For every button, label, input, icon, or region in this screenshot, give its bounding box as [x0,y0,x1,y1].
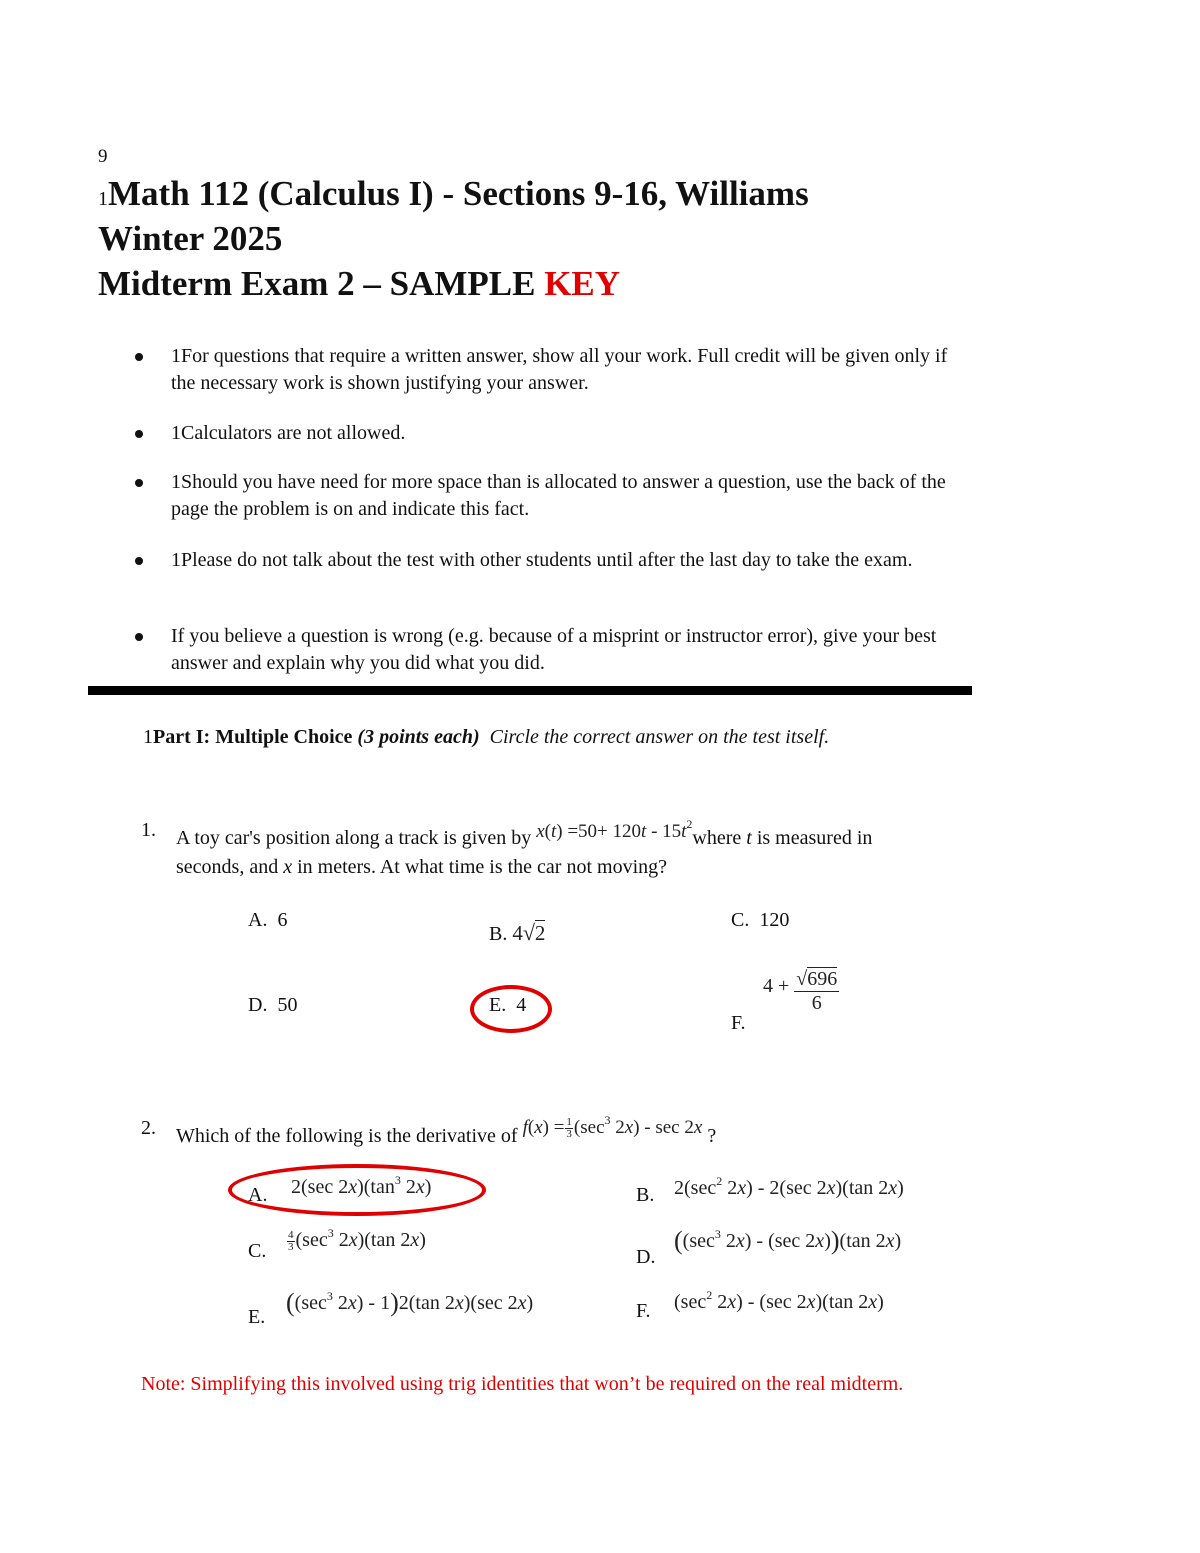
q2-formula: f(x) = $\frac{1}{3}$ ($\sec^3$ 2x) - sec 2x [522,1113,703,1141]
part-title: Part I: Multiple Choice [153,726,358,748]
part-directions: Circle the correct answer on the test itself. [489,726,830,748]
question-number: 2. [141,1117,156,1139]
option-label: A. [248,909,268,931]
instruction-item: 1Please do not talk about the test with other students until after the last day to take the exam. [171,549,913,571]
term-title: Winter 2025 [98,219,283,258]
answer-circle [228,1164,486,1216]
option-value: 4√2 [512,920,546,945]
page-number: 9 [98,146,108,167]
q1-line2a: seconds, and [176,856,284,878]
q2-option-b-value: $2(\sec^2$ 2x) - 2(sec 2x)(tan 2x) [674,1174,904,1199]
q2-option-c-value: $\frac{4}{3}$ ($\sec^3$ 2x)(tan 2x) [288,1226,426,1253]
q2-option-d-label[interactable]: D. [636,1246,656,1268]
option-label: D. [248,994,268,1016]
option-value: 120 [759,909,790,931]
q1-option-f[interactable] [731,1012,746,1035]
instruction-item: 1For questions that require a written answer, show all your work. Full credit will be given only if the necessary work is shown justifying your answer. [171,345,948,394]
q1-option-b[interactable] [489,920,545,946]
bullet-icon [135,430,143,438]
bullet-icon [135,353,143,361]
question-number: 1. [141,819,156,841]
instruction-item: 1Should you have need for more space than is allocated to answer a question, use the back of the page the problem is on and indicate this fact. [171,471,946,520]
q1-formula: $x(t) =50+ 120t - 15t^2$ [536,817,693,842]
exam-title [98,266,620,301]
q1-option-a[interactable] [248,909,287,932]
q2-option-e-label[interactable]: E. [248,1306,266,1328]
key-label: KEY [544,264,621,303]
question-text [176,1115,716,1151]
q2-option-c-label[interactable]: C. [248,1240,267,1262]
part-points: (3 points each) [357,726,480,748]
bullet-icon [135,633,143,641]
key-note: Note: Simplifying this involved using trig identities that won’t be required on the real midterm. [141,1373,904,1395]
option-label: B. [489,923,508,945]
var-x: x [283,856,293,878]
var-t: t [746,827,752,849]
course-title [98,176,809,211]
q2-text: Which of the following is the derivative of [176,1125,518,1147]
option-value: 50 [277,994,298,1016]
q1-option-c[interactable] [731,909,789,932]
part-prefix: 1 [143,726,153,748]
q1-option-d[interactable] [248,994,297,1017]
q2-option-f-label[interactable]: F. [636,1300,651,1322]
option-label: C. [731,909,750,931]
q2-option-e-value: (($\sec^3$ 2x) - 1)2(tan 2x)(sec 2x) [286,1288,534,1317]
q2-option-f-value: ($\sec^2$ 2x) - (sec 2x)(tan 2x) [674,1288,884,1313]
part-heading [143,726,829,749]
course-title-text: Math 112 (Calculus I) - Sections 9-16, Williams [108,174,809,213]
exam-title-text: Midterm Exam 2 – SAMPLE [98,264,545,303]
option-label: E. [489,994,507,1016]
instruction-item: 1Calculators are not allowed. [171,422,406,444]
bullet-icon [135,479,143,487]
section-divider [88,686,972,695]
option-value: 4 [516,994,527,1016]
answer-circle [470,985,552,1033]
title-prefix: 1 [98,188,108,210]
q1-measured: is measured in [751,827,873,849]
q2-option-b-label[interactable]: B. [636,1184,655,1206]
q2-option-a-label[interactable]: A. [248,1184,268,1206]
q1-where: where [692,827,747,849]
question-text [176,817,872,881]
q2-option-d-value: (($\sec^3$ 2x) - (sec 2x))(tan 2x) [674,1226,902,1255]
q1-option-f-value: 4 + $\frac{√696}{6}$ [763,968,838,1014]
q2-option-a-value: 2(sec $2x)(\tan^3$ 2x) [291,1173,432,1198]
q2-qmark: ? [707,1125,717,1147]
q1-text-before: A toy car's position along a track is given by [176,827,532,849]
option-label: F. [731,1012,746,1034]
option-value: 6 [277,909,288,931]
bullet-icon [135,557,143,565]
instruction-item: If you believe a question is wrong (e.g. because of a misprint or instructor error), give your best answer and explain why you did what you did. [171,625,937,674]
q1-line2b: in meters. At what time is the car not moving? [292,856,668,878]
